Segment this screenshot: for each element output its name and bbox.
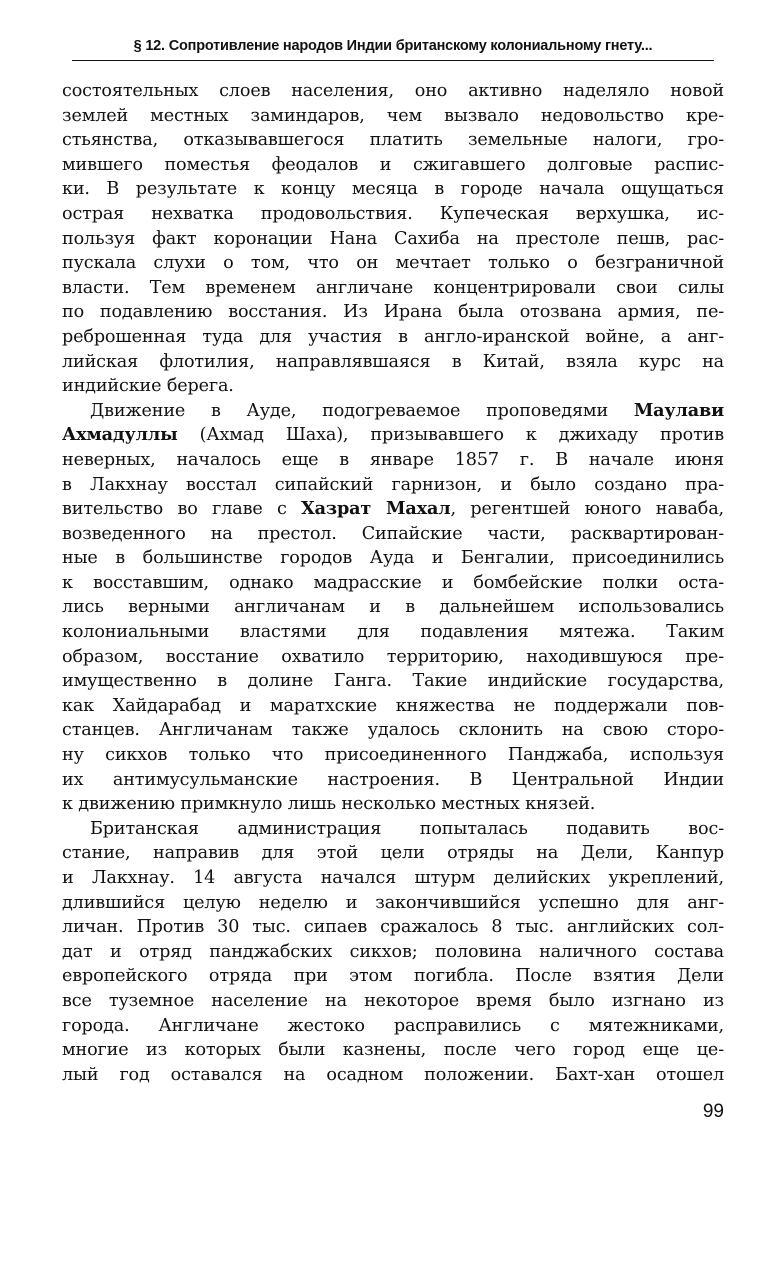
text-line: города. Англичане жестоко расправились с мятежниками,	[62, 1015, 724, 1036]
text-line: пускала слухи о том, что он мечтает только о безграничной	[62, 253, 724, 274]
text-line: имущественно в долине Ганга. Такие индийские государства,	[62, 671, 724, 692]
book-page	[62, 38, 724, 1122]
text-line: и Лакхнау. 14 августа начался штурм делийских укреплений,	[62, 868, 724, 888]
text-run: , регентшей юного наваба,	[450, 499, 724, 520]
text-line: все туземное население на некоторое время было изгнано из	[62, 990, 724, 1011]
person-name-bold: Хазрат Махал	[301, 498, 451, 520]
text-line: возведенного на престол. Сипайские части, расквартирован-	[62, 523, 724, 544]
text-line: ну сикхов только что присоединенного Панджаба, используя	[62, 745, 724, 766]
text-line: Британская администрация попыталась подавить вос-	[90, 818, 724, 839]
page-number: 99	[702, 1101, 724, 1122]
text-line: землей местных заминдаров, чем вызвало недовольство кре-	[62, 105, 724, 126]
text-line: личан. Против 30 тыс. сипаев сражалось 8 тыс. английских сол-	[62, 917, 724, 938]
text-line: как Хайдарабад и маратхские княжества не поддержали пов-	[62, 695, 724, 716]
text-line: по подавлению восстания. Из Ирана была отозвана армия, пе-	[62, 302, 724, 323]
text-line: лый год оставался на осадном положении. Бахт-хан отошел	[62, 1064, 724, 1085]
text-line: к восставшим, однако мадрасские и бомбейские полки оста-	[62, 572, 724, 593]
text-line	[62, 399, 724, 424]
paragraph-2	[62, 399, 724, 817]
text-line: индийские берега.	[62, 376, 234, 397]
text-line: дат и отряд панджабских сикхов; половина наличного состава	[62, 941, 724, 962]
text-line	[62, 423, 724, 448]
text-line: состоятельных слоев населения, оно активно наделяло новой	[62, 81, 724, 101]
person-name-bold: Маулави	[633, 399, 724, 421]
main-text	[62, 79, 724, 1087]
text-line: ки. В результате к концу месяца в городе начала ощущаться	[62, 179, 724, 200]
text-line: станцев. Англичанам также удалось склонить на свою сторо-	[62, 720, 724, 741]
text-line: власти. Тем временем англичане концентрировали свои силы	[62, 277, 724, 298]
text-line: мившего поместья феодалов и сжигавшего долговые распис-	[62, 154, 724, 175]
text-run: Движение в Ауде, подогреваемое проповедями	[90, 400, 634, 421]
person-name-bold: Ахмадуллы	[62, 424, 178, 446]
text-line: многие из которых были казнены, после чего город еще це-	[62, 1040, 724, 1061]
paragraph-1	[62, 79, 724, 399]
text-line: стьянства, отказывавшегося платить земельные налоги, гро-	[62, 130, 724, 151]
text-line	[62, 497, 724, 522]
text-line: стание, направив для этой цели отряды на Дели, Канпур	[62, 843, 724, 864]
text-line: их антимусульманские настроения. В Центральной Индии	[62, 769, 724, 790]
text-line: образом, восстание охватило территорию, находившуюся пре-	[62, 646, 724, 667]
text-run: (Ахмад Шаха), призывавшего к джихаду против	[177, 425, 724, 446]
text-line: в Лакхнау восстал сипайский гарнизон, и было создано пра-	[62, 474, 724, 495]
text-line: к движению примкнуло лишь несколько местных князей.	[62, 794, 596, 815]
text-line: реброшенная туда для участия в англо-иранской войне, а анг-	[62, 326, 724, 347]
text-line: европейского отряда при этом погибла. После взятия Дели	[62, 966, 724, 987]
text-line: колониальными властями для подавления мятежа. Таким	[62, 622, 724, 643]
text-line: длившийся целую неделю и закончившийся успешно для анг-	[62, 892, 724, 913]
text-line: лись верными англичанам и в дальнейшем использовались	[62, 597, 724, 618]
text-line: ные в большинстве городов Ауда и Бенгалии, присоединились	[62, 548, 724, 569]
paragraph-3	[62, 817, 724, 1088]
text-line: острая нехватка продовольствия. Купеческая верхушка, ис-	[62, 203, 724, 224]
text-run: вительство во главе с	[62, 499, 302, 520]
text-line: лийская флотилия, направлявшаяся в Китай, взяла курс на	[62, 351, 724, 372]
text-line: пользуя факт коронации Нана Сахиба на престоле пешв, рас-	[62, 228, 724, 249]
running-title: § 12. Сопротивление народов Индии британскому колониальному гнету...	[72, 38, 714, 61]
text-line: неверных, началось еще в январе 1857 г. В начале июня	[62, 449, 724, 470]
